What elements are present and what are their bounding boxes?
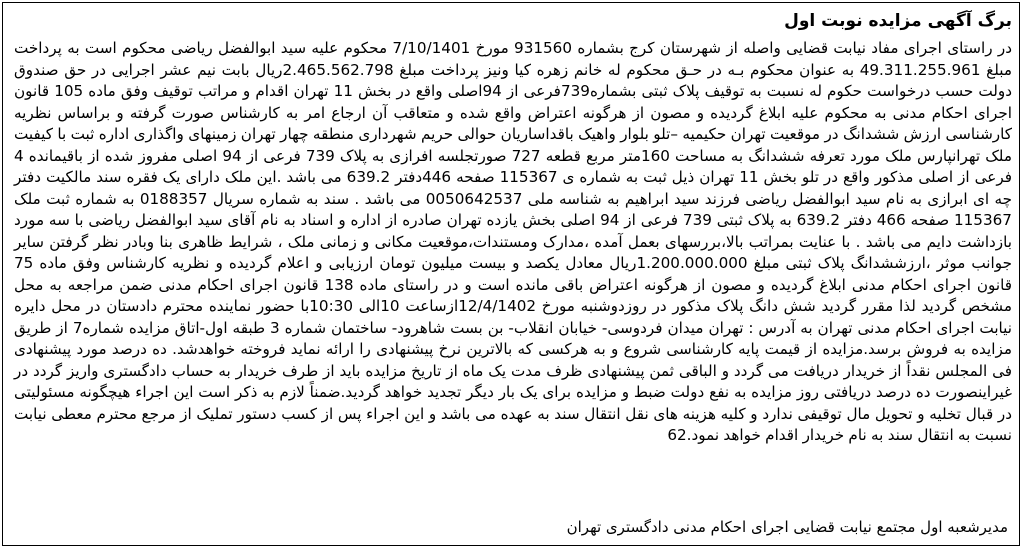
notice-body: در راستای اجرای مفاد نیابت قضایی واصله از شهرستان کرج بشماره 931560 مورخ 7/10/1401 محکوم علیه سید ابوالفضل ریاضی محکوم است به پرداخت مبلغ 49.311.255.961 به عنوان محکوم بـه در حـق محکوم له خانم زهره کیا ونیز پرداخت مبلغ 2.465.562.798ریال بابت نیم عشر اجرایی در حق صندوق دولت حسب درخواست حکوم له نسبت به توقیف پلاک ثبتی بشماره739فرعی از 94اصلی واقع در بخش 11 تهران اقدام و مراتب توقیف وفق ماده 105 قانون اجرای احکام مدنی به محکوم علیه ابلاغ گردیده و مصون از هرگونه اعتراض واقع شده و متعاقب آن ارجاع امر به کارشناس صورت گرفته و براساس نظریه کارشناسی ارزش ششدانگ در موقعیت تهران حکیمیه –تلو بلوار واهیک باقداساریان حوالی حریم شهرداری منطقه چهار تهران زمینهای واگذاری اداره ثبت با کیفیت ملک تهرانپارس ملک مورد تعرفه ششدانگ به مساحت 160متر مربع قطعه 727 صورتجلسه افرازی به پلاک 739 فرعی از 94 اصلی مفروز شده از باقیمانده 4 فرعی از اصلی مذکور واقع در تلو بخش 11 تهران ذیل ثبت به شماره ی 115367 صفحه 446دفتر 639.2 می باشد .این ملک دارای یک فقره سند مالکیت دفتر چه ای ابرازی به نام سید ابوالفضل ریاضی فرزند سید ابراهیم به شناسه ملی 0050642537 می باشد . سند به شماره سریال 0188357 به شماره ثبت ملک 115367 صفحه 466 دفتر 639.2 به پلاک ثبتی 739 فرعی از 94 اصلی بخش یازده تهران صادره از اداره و اسناد به نام آقای سید ابوالفضل ریاضی با سه مورد بازداشت دایم می باشد . با عنایت بمراتب بالا،بررسهای بعمل آمده ،مدارک ومستندات،موقعیت مکانی و زمانی ملک ، شرایط ظاهری بنا وبادر نظر گرفتن سایر جوانب موثر ،ارزششدانگ پلاک ثبتی مبلغ 1.200.000.000ریال معادل یکصد و بیست میلیون تومان ارزیابی و اعلام گردیده و نظریه کارشناس وفق ماده 75 قانون اجرای احکام مدنی ابلاغ گردیده و مصون از هرگونه اعتراض باقی مانده است و در راستای ماده 138 قانون اجرای احکام مدنی ضمن مراجعه به محل مشخص گردید لذا مقرر گردید شش دانگ پلاک مذکور در روزدوشنبه مورخ 12/4/1402ازساعت 10الی 10:30با حضور نماینده محترم دادستان در محل دایره نیابت اجرای احکام مدنی تهران به آدرس : تهران میدان فردوسی- خیابان انقلاب- بن بست شاهرود- ساختمان شماره 3 طبقه اول-اتاق مزایده شماره7 از طریق مزایده به فروش برسد.مزایده از قیمت پایه کارشناسی شروع و به هرکسی که بالاترین نرخ پیشنهادی را ارائه نماید فروخته خواهدشد. ده درصد مورد پیشنهادی فی المجلس نقداً از خریدار دریافت می گردد و الباقی ثمن پیشنهادی ظرف مدت یک ماه از تاریخ مزایده باید از طرف خریدار به حساب دادگستری واریز گردد در غیراینصورت ده درصد دریافتی روز مزایده به نفع دولت ضبط و مزایده برای یک بار دیگر تجدید خواهد گردید.ضمناً لازم به ذکر است این اجراء هیچگونه مسئولیتی در قبال تخلیه و تحویل مال توقیفی ندارد و کلیه هزینه های نقل انتقال سند به عهده می باشد و این اجراء پس از کسب دستور تملیک از مرجع محترم معطی نیابت نسبت به انتقال سند به نام خریدار اقدام خواهد نمود.62 [14,39,1013,444]
notice-title: برگ آگهی مزایده نوبت اول [784,11,1012,31]
auction-notice [14,4,1012,544]
notice-signature: مدیرشعبه اول مجتمع نیابت قضایی اجرای احکام مدنی دادگستری تهران [566,518,1008,536]
